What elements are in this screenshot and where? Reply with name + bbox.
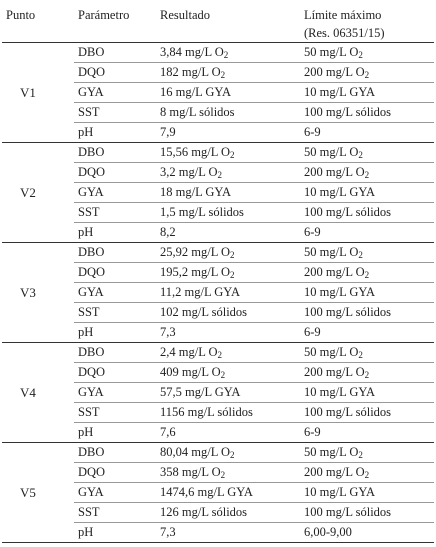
limite-cell [300,143,434,163]
limit-value: 10 mg/L GYA [304,385,376,399]
result-value: 1,5 mg/L sólidos [160,205,244,219]
result-value: 11,2 mg/L GYA [160,285,240,299]
parametro-cell: pH [74,423,156,443]
limite-cell [300,183,434,203]
limit-value: 200 mg/L O [304,65,365,79]
limit-value: 6-9 [304,325,321,339]
result-subscript: 2 [223,50,229,60]
parametro-cell: pH [74,223,156,243]
limite-cell [300,523,434,543]
limite-cell [300,343,434,363]
resultado-cell [156,83,300,103]
limit-value: 50 mg/L O [304,245,359,259]
result-value: 3,2 mg/L O [160,165,218,179]
table-row [2,443,434,463]
limite-cell [300,443,434,463]
resultado-cell [156,43,300,63]
limite-cell [300,303,434,323]
header-limite-line2: (Res. 06351/15) [304,26,385,40]
result-value: 182 mg/L O [160,65,221,79]
limit-value: 50 mg/L O [304,445,359,459]
parametro-cell: DBO [74,343,156,363]
limite-cell [300,163,434,183]
limite-cell [300,503,434,523]
limit-value: 10 mg/L GYA [304,85,376,99]
limit-value: 6-9 [304,425,321,439]
limit-value: 200 mg/L O [304,465,365,479]
limit-subscript: 2 [364,470,370,480]
header-row [2,2,434,43]
limit-value: 50 mg/L O [304,145,359,159]
parametro-cell: pH [74,123,156,143]
header-resultado: Resultado [156,2,300,43]
parametro-cell: DQO [74,263,156,283]
parametro-cell: GYA [74,383,156,403]
limit-subscript: 2 [358,450,363,460]
limit-value: 50 mg/L O [304,345,359,359]
result-value: 7,9 [160,125,176,139]
limit-subscript: 2 [364,370,370,380]
limit-value: 100 mg/L sólidos [304,505,392,519]
limite-cell [300,383,434,403]
resultado-cell [156,443,300,463]
limite-cell [300,243,434,263]
result-value: 1474,6 mg/L GYA [160,485,253,499]
parametro-cell: SST [74,303,156,323]
limit-value: 10 mg/L GYA [304,285,376,299]
limite-cell [300,43,434,63]
result-value: 3,84 mg/L O [160,45,224,59]
limite-cell [300,263,434,283]
header-parametro: Parámetro [74,2,156,43]
limite-cell [300,403,434,423]
punto-cell: V3 [2,243,74,343]
parametro-cell: GYA [74,183,156,203]
limite-cell [300,483,434,503]
limit-value: 10 mg/L GYA [304,485,376,499]
result-value: 57,5 mg/L GYA [160,385,241,399]
resultado-cell [156,323,300,343]
limit-value: 200 mg/L O [304,165,365,179]
limit-value: 100 mg/L sólidos [304,405,392,419]
limite-cell [300,203,434,223]
parametro-cell: SST [74,103,156,123]
limite-cell [300,223,434,243]
resultado-cell [156,263,300,283]
water-quality-table [2,2,434,543]
result-value: 358 mg/L O [160,465,221,479]
result-value: 102 mg/L sólidos [160,305,248,319]
result-value: 195,2 mg/L O [160,265,231,279]
resultado-cell [156,203,300,223]
resultado-cell [156,63,300,83]
limit-subscript: 2 [364,70,370,80]
limit-value: 100 mg/L sólidos [304,205,392,219]
parametro-cell: GYA [74,83,156,103]
parametro-cell: DBO [74,243,156,263]
result-subscript: 2 [217,350,223,360]
table-row [2,343,434,363]
parametro-cell: pH [74,323,156,343]
limit-subscript: 2 [358,150,363,160]
table-row [2,43,434,63]
resultado-cell [156,343,300,363]
resultado-cell [156,303,300,323]
resultado-cell [156,183,300,203]
result-subscript: 2 [230,270,235,280]
result-subscript: 2 [220,470,226,480]
punto-cell: V1 [2,43,74,143]
limite-cell [300,463,434,483]
resultado-cell [156,463,300,483]
result-value: 8 mg/L sólidos [160,105,235,119]
punto-cell: V5 [2,443,74,543]
limit-value: 6-9 [304,125,321,139]
result-value: 1156 mg/L sólidos [160,405,253,419]
result-subscript: 2 [230,150,235,160]
resultado-cell [156,403,300,423]
resultado-cell [156,503,300,523]
limit-subscript: 2 [364,170,370,180]
limit-subscript: 2 [358,350,363,360]
result-subscript: 2 [230,450,235,460]
result-value: 409 mg/L O [160,365,221,379]
header-limite [300,2,434,43]
parametro-cell: DQO [74,63,156,83]
resultado-cell [156,143,300,163]
resultado-cell [156,363,300,383]
limite-cell [300,123,434,143]
result-value: 80,04 mg/L O [160,445,231,459]
limit-value: 6-9 [304,225,321,239]
limit-subscript: 2 [358,50,363,60]
resultado-cell [156,523,300,543]
punto-cell: V2 [2,143,74,243]
limite-cell [300,363,434,383]
result-value: 8,2 [160,225,176,239]
result-value: 7,6 [160,425,176,439]
resultado-cell [156,103,300,123]
resultado-cell [156,283,300,303]
parametro-cell: DBO [74,143,156,163]
parametro-cell: DQO [74,163,156,183]
limit-subscript: 2 [358,250,363,260]
result-subscript: 2 [217,170,223,180]
header-punto: Punto [2,2,74,43]
resultado-cell [156,423,300,443]
limit-value: 100 mg/L sólidos [304,105,392,119]
parametro-cell: DBO [74,443,156,463]
parametro-cell: DQO [74,463,156,483]
resultado-cell [156,123,300,143]
result-value: 18 mg/L GYA [160,185,232,199]
result-value: 25,92 mg/L O [160,245,231,259]
resultado-cell [156,383,300,403]
parametro-cell: GYA [74,483,156,503]
resultado-cell [156,223,300,243]
parametro-cell: DQO [74,363,156,383]
limite-cell [300,83,434,103]
result-value: 126 mg/L sólidos [160,505,248,519]
parametro-cell: SST [74,203,156,223]
table-row [2,243,434,263]
table-body [2,43,434,543]
limite-cell [300,323,434,343]
result-subscript: 2 [230,250,235,260]
result-subscript: 2 [220,370,226,380]
result-value: 15,56 mg/L O [160,145,231,159]
parametro-cell: SST [74,503,156,523]
result-value: 7,3 [160,325,176,339]
result-subscript: 2 [220,70,226,80]
table-header [2,2,434,43]
limite-cell [300,283,434,303]
header-limite-line1: Límite máximo [304,8,382,22]
result-value: 16 mg/L GYA [160,85,232,99]
limit-value: 10 mg/L GYA [304,185,376,199]
resultado-cell [156,483,300,503]
punto-cell: V4 [2,343,74,443]
limit-value: 50 mg/L O [304,45,359,59]
result-value: 7,3 [160,525,176,539]
limit-subscript: 2 [364,270,370,280]
limit-value: 100 mg/L sólidos [304,305,392,319]
resultado-cell [156,163,300,183]
limit-value: 200 mg/L O [304,365,365,379]
limit-value: 6,00-9,00 [304,525,352,539]
limite-cell [300,423,434,443]
limit-value: 200 mg/L O [304,265,365,279]
result-value: 2,4 mg/L O [160,345,218,359]
parametro-cell: DBO [74,43,156,63]
parametro-cell: SST [74,403,156,423]
parametro-cell: GYA [74,283,156,303]
limite-cell [300,103,434,123]
limite-cell [300,63,434,83]
resultado-cell [156,243,300,263]
parametro-cell: pH [74,523,156,543]
table-row [2,143,434,163]
